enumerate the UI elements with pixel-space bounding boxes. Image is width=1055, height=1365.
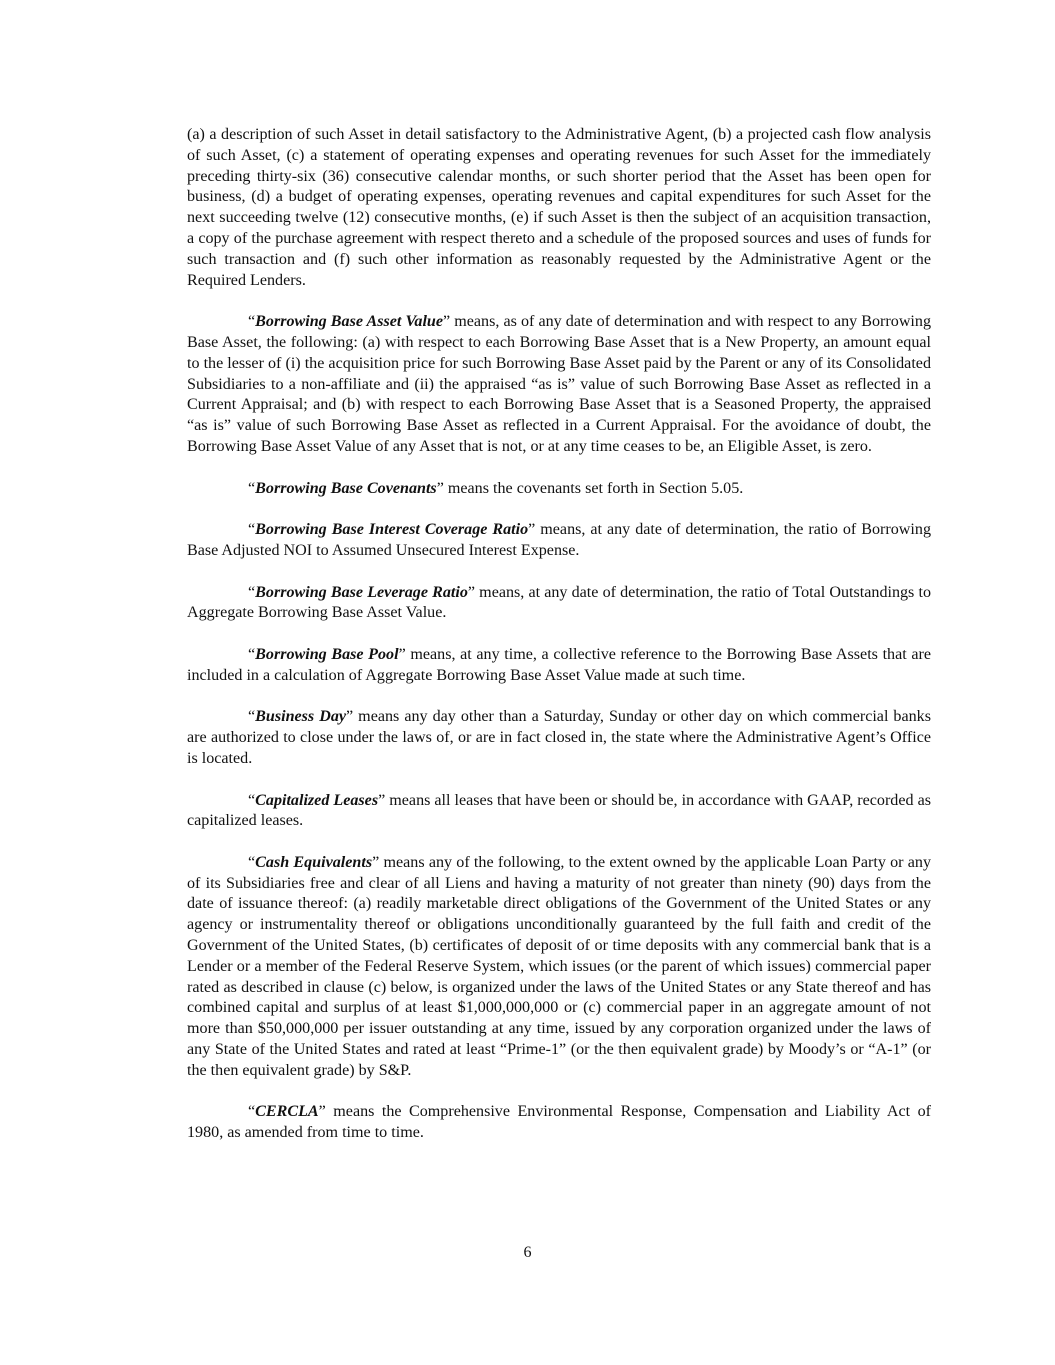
page-number: 6 xyxy=(523,1244,532,1261)
definition-cercla xyxy=(187,1102,931,1144)
definition-capitalized-leases xyxy=(187,791,931,833)
defined-term: Borrowing Base Asset Value xyxy=(255,313,444,331)
definition-text: ” means, at any date of determination, the ratio of Total Outstandings to Aggregate Borrowing Base Asset Value. xyxy=(187,583,931,622)
open-quote: “ xyxy=(248,583,256,601)
definition-text: ” means, as of any date of determination and with respect to any Borrowing Base Asset, the following: (a) with respect to each Borrowing Base Asset that is a New Property, an amount equal to the lesser of (i) the acquisition price for such Borrowing Base Asset paid by the Parent or any of its Consolidated Subsidiaries to a non-affiliate and (ii) the appraised “as is” value of such Borrowing Base Asset as reflected in a Current Appraisal; and (b) with respect to each Borrowing Base Asset that is a Seasoned Property, the appraised “as is” value of such Borrowing Base Asset as reflected in a Current Appraisal. For the avoidance of doubt, the Borrowing Base Asset Value of any Asset that is not, or at any time ceases to be, an Eligible Asset, is zero. xyxy=(187,313,932,455)
defined-term: Capitalized Leases xyxy=(255,791,379,809)
definition-borrowing-base-covenants xyxy=(187,479,931,500)
definition-text: ” means any day other than a Saturday, Sunday or other day on which commercial banks are authorized to close under the laws of, or are in fact closed in, the state where the Administrative Agent’s Office is located. xyxy=(187,708,931,767)
definition-text: ” means any of the following, to the extent owned by the applicable Loan Party or any of its Subsidiaries free and clear of all Liens and having a maturity of not greater than ninety (90) days from the date of issuance thereof: (a) readily marketable direct obligations of the Government of the United States or any agency or instrumentality thereof or obligations unconditionally guaranteed by the full faith and credit of the Government of the United States, (b) certificates of deposit of or time deposits with any commercial bank that is a Lender or a member of the Federal Reserve System, which issues (or the parent of which issues) commercial paper rated as described in clause (c) below, is organized under the laws of the United States or any State thereof and has combined capital and surplus of at least $1,000,000,000 or (c) commercial paper in an aggregate amount of not more than $50,000,000 per issuer outstanding at any time, issued by any corporation organized under the laws of any State of the United States and rated at least “Prime-1” (or the then equivalent grade) by Moody’s or “A-1” (or the then equivalent grade) by S&P. xyxy=(187,853,931,1079)
open-quote: “ xyxy=(248,853,256,871)
definition-text: ” means all leases that have been or should be, in accordance with GAAP, recorded as capitalized leases. xyxy=(187,791,931,830)
definition-cash-equivalents xyxy=(187,853,931,1082)
defined-term: Cash Equivalents xyxy=(255,853,373,871)
defined-term: Borrowing Base Covenants xyxy=(255,479,437,497)
definition-borrowing-base-asset-value xyxy=(187,312,931,458)
definition-borrowing-base-pool xyxy=(187,645,931,687)
document-page xyxy=(187,125,931,1165)
open-quote: “ xyxy=(248,521,256,539)
defined-term: Business Day xyxy=(255,708,347,726)
open-quote: “ xyxy=(248,1103,256,1121)
definition-business-day xyxy=(187,707,931,769)
definition-text: ” means the covenants set forth in Section 5.05. xyxy=(436,479,744,497)
defined-term: Borrowing Base Interest Coverage Ratio xyxy=(255,521,529,539)
open-quote: “ xyxy=(248,708,256,726)
open-quote: “ xyxy=(248,791,256,809)
open-quote: “ xyxy=(248,645,256,663)
definition-borrowing-base-interest-coverage-ratio xyxy=(187,520,931,562)
definition-borrowing-base-leverage-ratio xyxy=(187,583,931,625)
defined-term: Borrowing Base Pool xyxy=(255,645,399,663)
defined-term: CERCLA xyxy=(255,1103,319,1121)
open-quote: “ xyxy=(248,479,256,497)
open-quote: “ xyxy=(248,313,256,331)
definition-text: ” means, at any time, a collective reference to the Borrowing Base Assets that are included in a calculation of Aggregate Borrowing Base Asset Value made at such time. xyxy=(187,645,931,684)
definition-text: ” means the Comprehensive Environmental Response, Compensation and Liability Act of 1980, as amended from time to time. xyxy=(187,1103,931,1142)
intro-paragraph: (a) a description of such Asset in detail satisfactory to the Administrative Agent, (b) a projected cash flow analysis of such Asset, (c) a statement of operating expenses and operating revenues for such Asset for the immediately preceding thirty-six (36) consecutive calendar months, or such shorter period that the Asset has been open for business, (d) a budget of operating expenses, operating revenues and capital expenditures for such Asset for the next succeeding twelve (12) consecutive months, (e) if such Asset is then the subject of an acquisition transaction, a copy of the purchase agreement with respect thereto and a schedule of the proposed sources and uses of funds for such transaction and (f) such other information as reasonably requested by the Administrative Agent or the Required Lenders. xyxy=(187,126,931,289)
defined-term: Borrowing Base Leverage Ratio xyxy=(255,583,468,601)
definition-text: ” means, at any date of determination, the ratio of Borrowing Base Adjusted NOI to Assumed Unsecured Interest Expense. xyxy=(187,521,931,559)
